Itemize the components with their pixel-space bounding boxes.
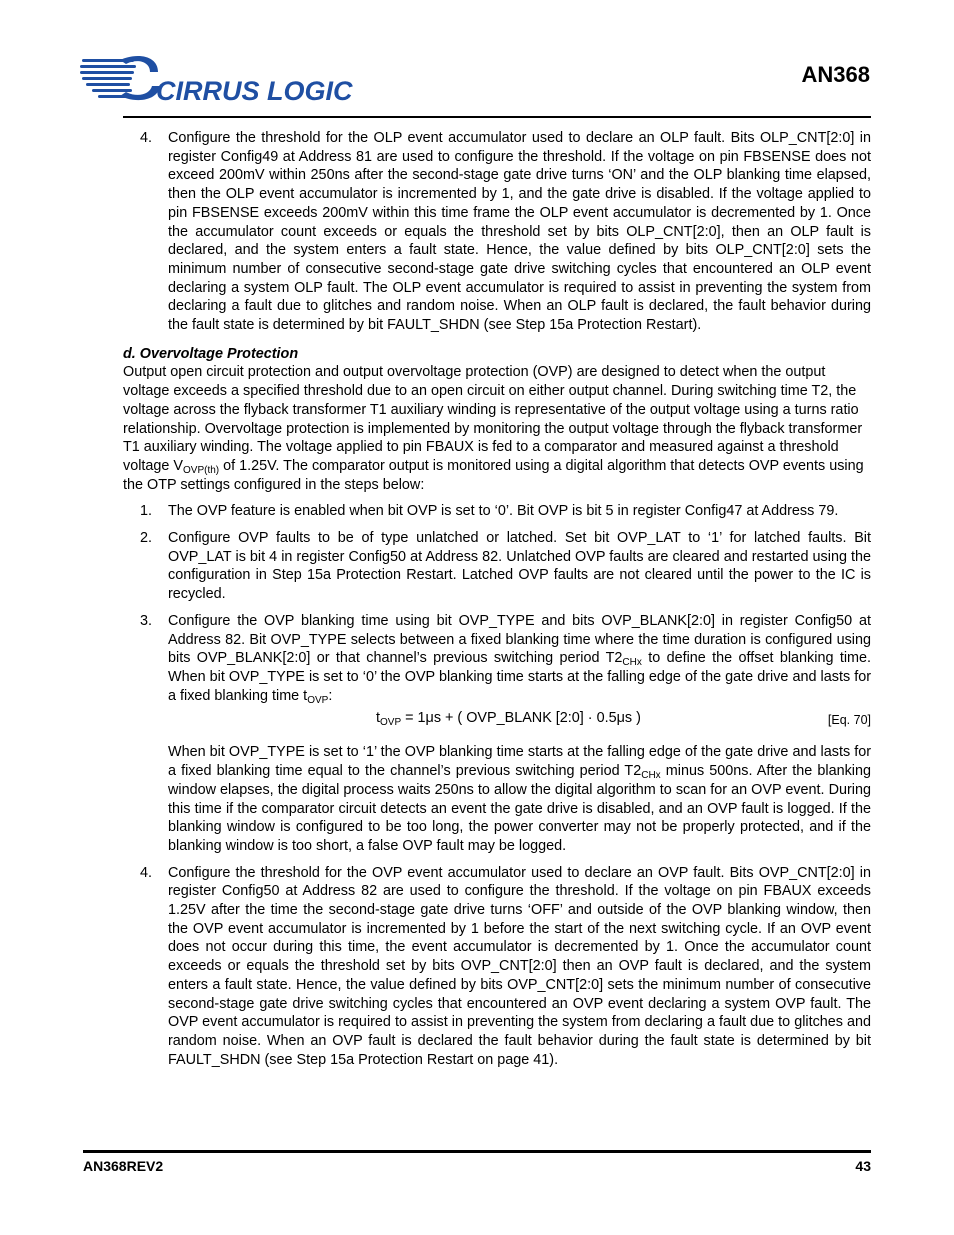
step-text: The OVP feature is enabled when bit OVP is set to ‘0’. Bit OVP is bit 5 in register Config47 at Address 79. <box>168 503 839 520</box>
step-text: Configure OVP faults to be of type unlatched or latched. Set bit OVP_LAT to ‘1’ for latched faults. Bit OVP_LAT is bit 4 in register Config50 at Address 82. Unlatched OVP faults are cleared and restarted using the configuration in Step 15a Protection Restart. Latched OVP faults are not cleared until the power to the IC is recycled. <box>168 530 871 603</box>
step-text: Configure the threshold for the OVP event accumulator used to declare an OVP fault. Bits OVP_CNT[2:0] in register Config50 at Address 82 are used to configure the threshold. If the voltage on pin FBAUX exceeds 1.25V after the time the second-stage gate drive turns ‘OFF’ and outside of the OVP blanking window, then the OVP event accumulator is incremented by 1 before the start of the next switching cycle. If an OVP event does not occur during this time, the event accumulator is decremented by 1. Once the accumulator count exceeds or equals the threshold set by bits OVP_CNT[2:0] then an OVP fault is declared, and the system enters a fault state. Hence, the value defined by bits OVP_CNT[2:0] sets the minimum number of consecutive second-stage gate drive switching cycles that encountered an OVP event declaring a system OVP fault. The OVP event accumulator is required to assist in preventing the system from declaring a fault due to glitches and random noise. When an OVP fault is declared the fault behavior during the fault state is determined by bit FAULT_SHDN (see Step 15a Protection Restart on page 41). <box>168 864 871 1068</box>
step-number: 4. <box>140 130 153 146</box>
equation-70 <box>123 707 871 737</box>
ovp-step-2 <box>123 529 871 604</box>
step-number: 4. <box>140 864 153 881</box>
ovp-step-4 <box>123 864 871 1070</box>
cirrus-logic-logo <box>80 50 370 108</box>
step-text: Configure the threshold for the OLP event accumulator used to declare an OLP fault. Bits OLP_CNT[2:0] in register Config49 at Address 81 are used to configure the threshold. If the voltage on pin FBSENSE does not exceed 200mV within 250ns after the second-stage gate drive turns ‘ON’ and the OLP blanking time elapsed, then the OLP event accumulator is incremented by 1, and the gate drive is disabled. If the voltage applied to pin FBSENSE exceeds 200mV within this time frame the OLP event accumulator is decremented by 1. Once the accumulator count exceeds or equals the threshold set by bits OLP_CNT[2:0], then an OLP fault is declared, and the system enters a fault state. Hence, the value defined by bits OLP_CNT[2:0] sets the minimum number of consecutive second-stage gate drive switching cycles that encountered an OLP event declaring a system OLP fault. The OLP event accumulator is required to assist in preventing the system from declaring a fault due to glitches and random noise. When an OLP fault is declared, the fault behavior during the fault state is determined by bit FAULT_SHDN (see Step 15a Protection Restart). <box>168 130 871 334</box>
section-heading: d. Overvoltage Protection <box>123 345 299 362</box>
document-revision: AN368REV2 <box>83 1158 164 1174</box>
ovp-step-3-continued: When bit OVP_TYPE is set to ‘1’ the OVP blanking time starts at the falling edge of the gate drive and lasts for a fixed blanking time equal to the channel’s previous switching period $T2_{CHx}$ minus 500ns. After the blanking window elapses, the digital process waits 250ns to allow the digital algorithm to scan for an OVP event. During this time if the comparator circuit detects an event the gate drive is disabled, and an OVP fault is logged. If the blanking window is configured to be too long, the power converter may not be properly protected, and if the blanking window is too short, a false OVP fault may be logged. <box>168 744 871 854</box>
equation-label: [Eq. 70] <box>827 713 871 728</box>
step-number: 1. <box>140 503 153 520</box>
ovp-step-1 <box>123 502 871 521</box>
step-number: 3. <box>140 612 153 629</box>
page-number: 43 <box>855 1158 871 1174</box>
step-number: 2. <box>140 530 153 547</box>
page-body <box>123 129 871 1069</box>
section-intro: Output open circuit protection and output overvoltage protection (OVP) are designed to detect when the output voltage exceeds a specified threshold due to an open circuit on either output channel. During switching time T2, the voltage across the flyback transformer T1 auxiliary winding is representative of the output voltage using a turns ratio relationship. Overvoltage protection is implemented by monitoring the output voltage through the flyback transformer T1 auxiliary winding. The voltage applied to pin FBAUX is fed to a comparator and measured against a threshold voltage $V_{OVP(th)}$ of 1.25V. The comparator output is monitored using a digital algorithm that detects OVP events using the OTP settings configured in the steps below: <box>123 364 864 493</box>
equation-expression: $t_{OVP} = 1\mu s$ + ( OVP_BLANK [2:0] · 0.5μs ) <box>376 710 641 729</box>
document-id: AN368 <box>801 62 870 87</box>
logo-wordmark: CIRRUS LOGIC <box>156 76 353 106</box>
footer-rule <box>83 1150 871 1153</box>
header-rule <box>123 116 871 118</box>
olp-step-4 <box>123 129 871 335</box>
ovp-step-3: 3. Configure the OVP blanking time using bit OVP_TYPE and bits OVP_BLANK[2:0] in register Config50 at Address 82. Bit OVP_TYPE selects between a fixed blanking time where the time duration is configured using bits OVP_BLANK[2:0] or that channel’s previous switching period $T2_{CHx}$ to define the offset blanking time. When bit OVP_TYPE is set to ‘0’ the OVP blanking time starts at the falling edge of the gate drive and lasts for a fixed blanking time $t_{OVP}$: <box>140 612 871 706</box>
